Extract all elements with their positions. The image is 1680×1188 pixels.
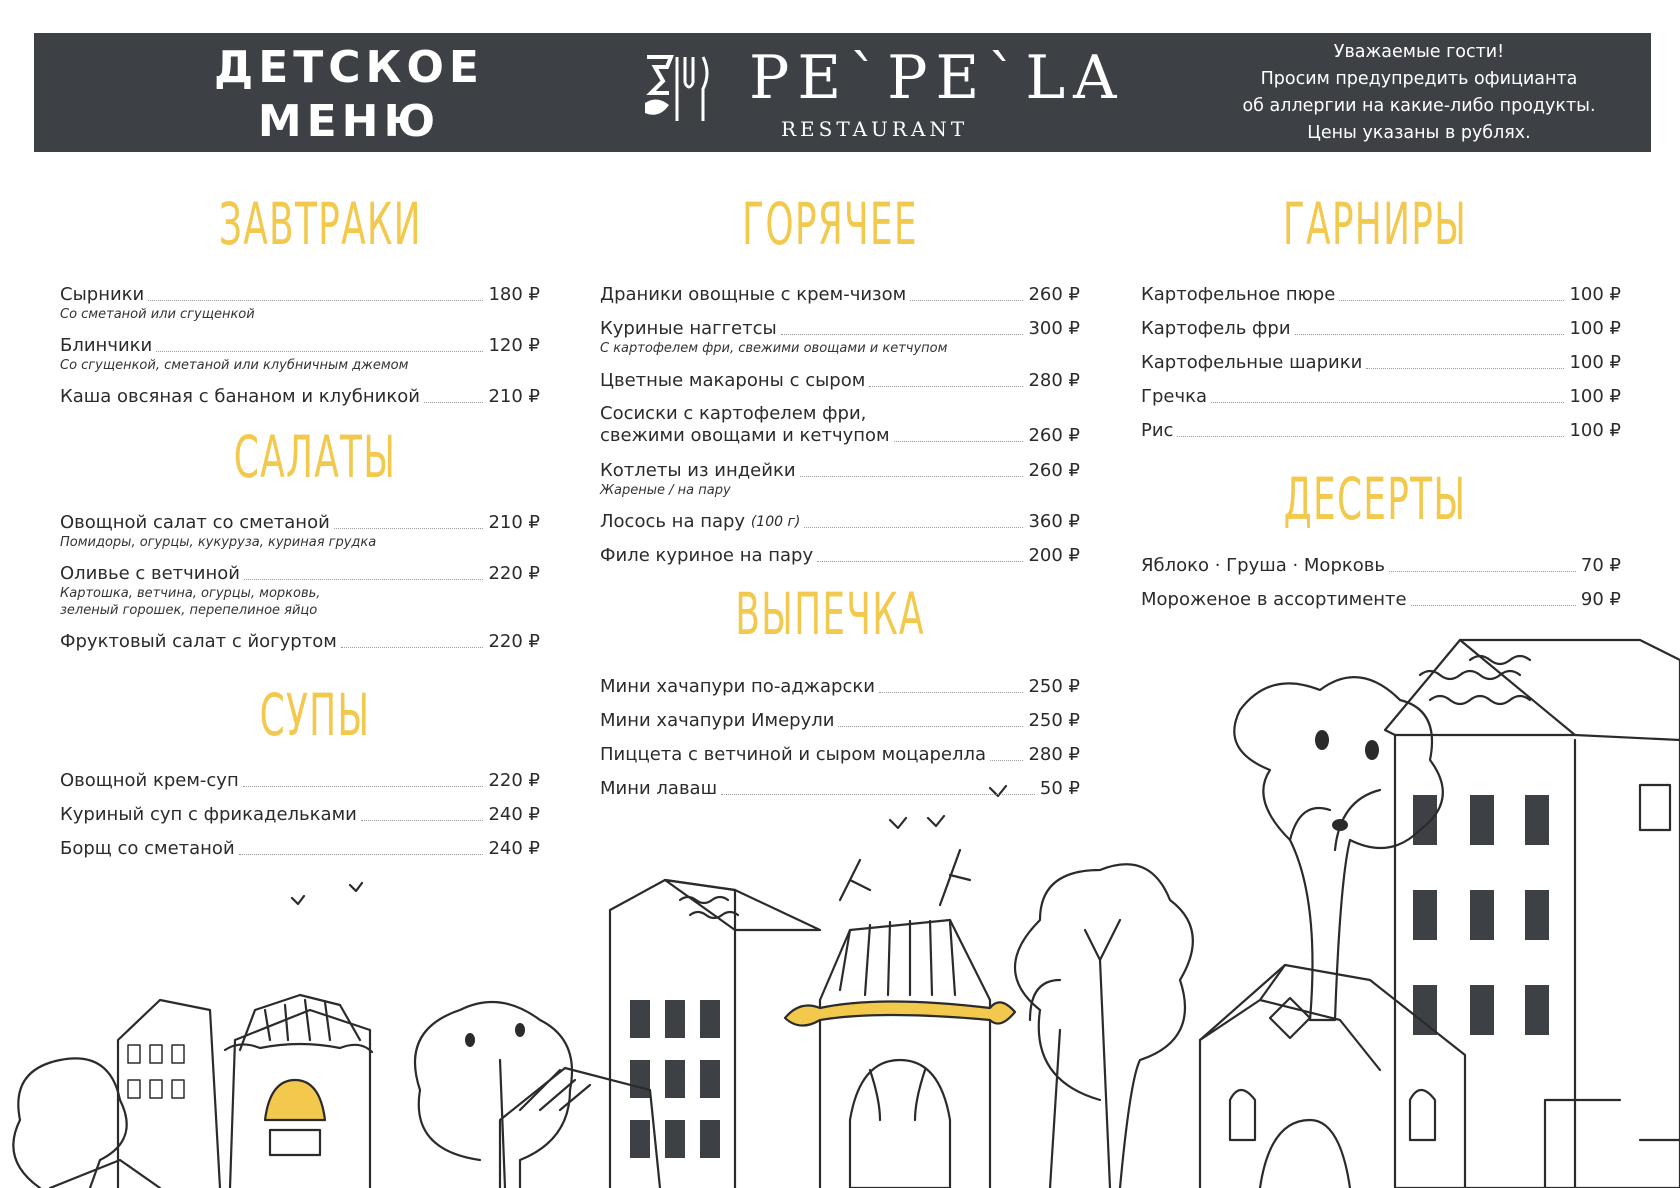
item-price: 280 ₽ xyxy=(1028,370,1080,391)
menu-item xyxy=(600,744,1080,766)
menu-item xyxy=(600,403,1080,447)
menu-item xyxy=(1141,420,1621,442)
leader-dots xyxy=(361,820,484,821)
leader-dots xyxy=(910,300,1023,301)
item-name: свежими овощами и кетчупом xyxy=(600,425,890,446)
item-name: Овощной крем-суп xyxy=(60,770,239,791)
kids-title-line1: ДЕТСКОЕ xyxy=(214,42,484,93)
menu-item xyxy=(600,318,1080,357)
item-name: Мини лаваш xyxy=(600,778,718,799)
leader-dots xyxy=(869,386,1023,387)
item-name-line1: Сосиски с картофелем фри, xyxy=(600,403,867,424)
item-price: 360 ₽ xyxy=(1028,511,1080,532)
menu-item xyxy=(60,386,540,408)
item-price: 100 ₽ xyxy=(1569,284,1621,305)
menu-item xyxy=(1141,589,1621,611)
item-name: Картофельное пюре xyxy=(1141,284,1336,305)
menu-item xyxy=(60,770,540,792)
item-name: Каша овсяная с бананом и клубникой xyxy=(60,386,420,407)
menu-item xyxy=(600,511,1080,533)
item-description: Со сметаной или сгущенкой xyxy=(60,307,255,322)
leader-dots xyxy=(1211,402,1564,403)
menu-item xyxy=(600,370,1080,392)
item-name: Мини хачапури по-аджарски xyxy=(600,676,875,697)
header-bar xyxy=(34,33,1651,152)
item-price: 100 ₽ xyxy=(1569,318,1621,339)
item-price: 250 ₽ xyxy=(1028,676,1080,697)
leader-dots xyxy=(341,647,484,648)
logo-name: PE`PE`LA xyxy=(749,43,1125,113)
section-title-sides: ГАРНИРЫ xyxy=(1282,190,1468,258)
item-name: Драники овощные с крем-чизом xyxy=(600,284,907,305)
menu-item xyxy=(60,631,540,653)
leader-dots xyxy=(148,300,483,301)
notice-line: Цены указаны в рублях. xyxy=(1307,123,1531,143)
leader-dots xyxy=(244,579,483,580)
item-description: Картошка, ветчина, огурцы, морковь, xyxy=(60,586,321,601)
logo-fork-knife-icon xyxy=(641,53,713,125)
item-price: 100 ₽ xyxy=(1569,352,1621,373)
leader-dots xyxy=(817,561,1023,562)
leader-dots xyxy=(1411,605,1576,606)
item-price: 240 ₽ xyxy=(488,804,540,825)
item-description: С картофелем фри, свежими овощами и кетчупом xyxy=(600,341,948,356)
leader-dots xyxy=(1366,368,1564,369)
section-title-pastry: ВЫПЕЧКА xyxy=(735,580,925,648)
section-title-breakfast: ЗАВТРАКИ xyxy=(218,190,422,258)
item-name: Сырники xyxy=(60,284,145,305)
section-title-salads: САЛАТЫ xyxy=(233,423,397,491)
leader-dots xyxy=(838,726,1023,727)
leader-dots xyxy=(879,692,1024,693)
menu-item xyxy=(60,284,540,323)
leader-dots xyxy=(424,402,484,403)
item-description: Помидоры, огурцы, кукуруза, куриная грудка xyxy=(60,535,377,550)
item-price: 220 ₽ xyxy=(488,631,540,652)
item-name: Фруктовый салат с йогуртом xyxy=(60,631,337,652)
menu-item xyxy=(600,676,1080,698)
item-name: Овощной салат со сметаной xyxy=(60,512,330,533)
leader-dots xyxy=(1177,436,1564,437)
leader-dots xyxy=(781,334,1024,335)
leader-dots xyxy=(334,528,484,529)
menu-item xyxy=(600,710,1080,732)
item-price: 100 ₽ xyxy=(1569,420,1621,441)
item-price: 300 ₽ xyxy=(1028,318,1080,339)
item-name: Яблоко · Груша · Морковь xyxy=(1141,555,1385,576)
item-name: Картофельные шарики xyxy=(1141,352,1363,373)
menu-item xyxy=(600,545,1080,567)
section-title-hot: ГОРЯЧЕЕ xyxy=(742,190,918,258)
item-price: 50 ₽ xyxy=(1039,778,1080,799)
item-price: 260 ₽ xyxy=(1028,425,1080,446)
item-name: Котлеты из индейки xyxy=(600,460,796,481)
item-name: Цветные макароны с сыром xyxy=(600,370,866,391)
leader-dots xyxy=(1295,334,1565,335)
menu-item xyxy=(1141,555,1621,577)
menu-item xyxy=(600,460,1080,499)
menu-item xyxy=(1141,352,1621,374)
item-description: Со сгущенкой, сметаной или клубничным джемом xyxy=(60,358,409,373)
item-name: Борщ со сметаной xyxy=(60,838,235,859)
item-price: 180 ₽ xyxy=(488,284,540,305)
menu-item xyxy=(1141,284,1621,306)
item-name: Мини хачапури Имерули xyxy=(600,710,835,731)
leader-dots xyxy=(239,854,484,855)
leader-dots xyxy=(800,476,1024,477)
logo-subtitle: RESTAURANT xyxy=(781,117,969,141)
item-price: 90 ₽ xyxy=(1580,589,1621,610)
menu-item xyxy=(60,512,540,551)
item-price: 120 ₽ xyxy=(488,335,540,356)
item-price: 240 ₽ xyxy=(488,838,540,859)
menu-item xyxy=(60,335,540,374)
menu-item xyxy=(1141,318,1621,340)
item-name: Пиццета с ветчиной и сыром моцарелла xyxy=(600,744,987,765)
notice-line: об аллергии на какие-либо продукты. xyxy=(1242,96,1596,116)
kids-menu-title xyxy=(184,41,514,149)
item-price: 200 ₽ xyxy=(1028,545,1080,566)
menu-item xyxy=(60,804,540,826)
restaurant-logo xyxy=(639,43,1125,143)
item-price: 280 ₽ xyxy=(1028,744,1080,765)
item-price: 250 ₽ xyxy=(1028,710,1080,731)
leader-dots xyxy=(721,794,1035,795)
item-name: Рис xyxy=(1141,420,1174,441)
item-name: Гречка xyxy=(1141,386,1208,407)
leader-dots xyxy=(804,527,1023,528)
item-price: 210 ₽ xyxy=(488,386,540,407)
notice-line: Просим предупредить официанта xyxy=(1260,69,1578,89)
item-name: Оливье с ветчиной xyxy=(60,563,240,584)
leader-dots xyxy=(1389,571,1576,572)
item-price: 70 ₽ xyxy=(1580,555,1621,576)
leader-dots xyxy=(990,760,1023,761)
section-title-soups: СУПЫ xyxy=(259,681,371,749)
menu-item xyxy=(60,563,540,619)
item-price: 220 ₽ xyxy=(488,770,540,791)
item-name: Лосось на пару xyxy=(600,511,746,532)
item-description: Жареные / на пару xyxy=(600,483,731,498)
item-name: Куриные наггетсы xyxy=(600,318,777,339)
item-weight-note: (100 г) xyxy=(750,514,801,530)
item-price: 100 ₽ xyxy=(1569,386,1621,407)
leader-dots xyxy=(1339,300,1564,301)
kids-title-line2: МЕНЮ xyxy=(257,96,441,147)
menu-item xyxy=(600,778,1080,800)
allergy-notice xyxy=(1194,39,1644,147)
notice-line: Уважаемые гости! xyxy=(1333,42,1505,62)
menu-item xyxy=(600,284,1080,306)
leader-dots xyxy=(156,351,483,352)
item-description: зеленый горошек, перепелиное яйцо xyxy=(60,603,318,618)
item-name: Куриный суп с фрикадельками xyxy=(60,804,357,825)
item-name: Блинчики xyxy=(60,335,153,356)
item-price: 260 ₽ xyxy=(1028,460,1080,481)
section-title-desserts: ДЕСЕРТЫ xyxy=(1283,465,1467,533)
item-price: 260 ₽ xyxy=(1028,284,1080,305)
item-name: Филе куриное на пару xyxy=(600,545,814,566)
menu-item xyxy=(1141,386,1621,408)
item-name: Картофель фри xyxy=(1141,318,1291,339)
item-price: 210 ₽ xyxy=(488,512,540,533)
item-price: 220 ₽ xyxy=(488,563,540,584)
leader-dots xyxy=(894,441,1024,442)
menu-item xyxy=(60,838,540,860)
item-name: Мороженое в ассортименте xyxy=(1141,589,1407,610)
leader-dots xyxy=(243,786,484,787)
